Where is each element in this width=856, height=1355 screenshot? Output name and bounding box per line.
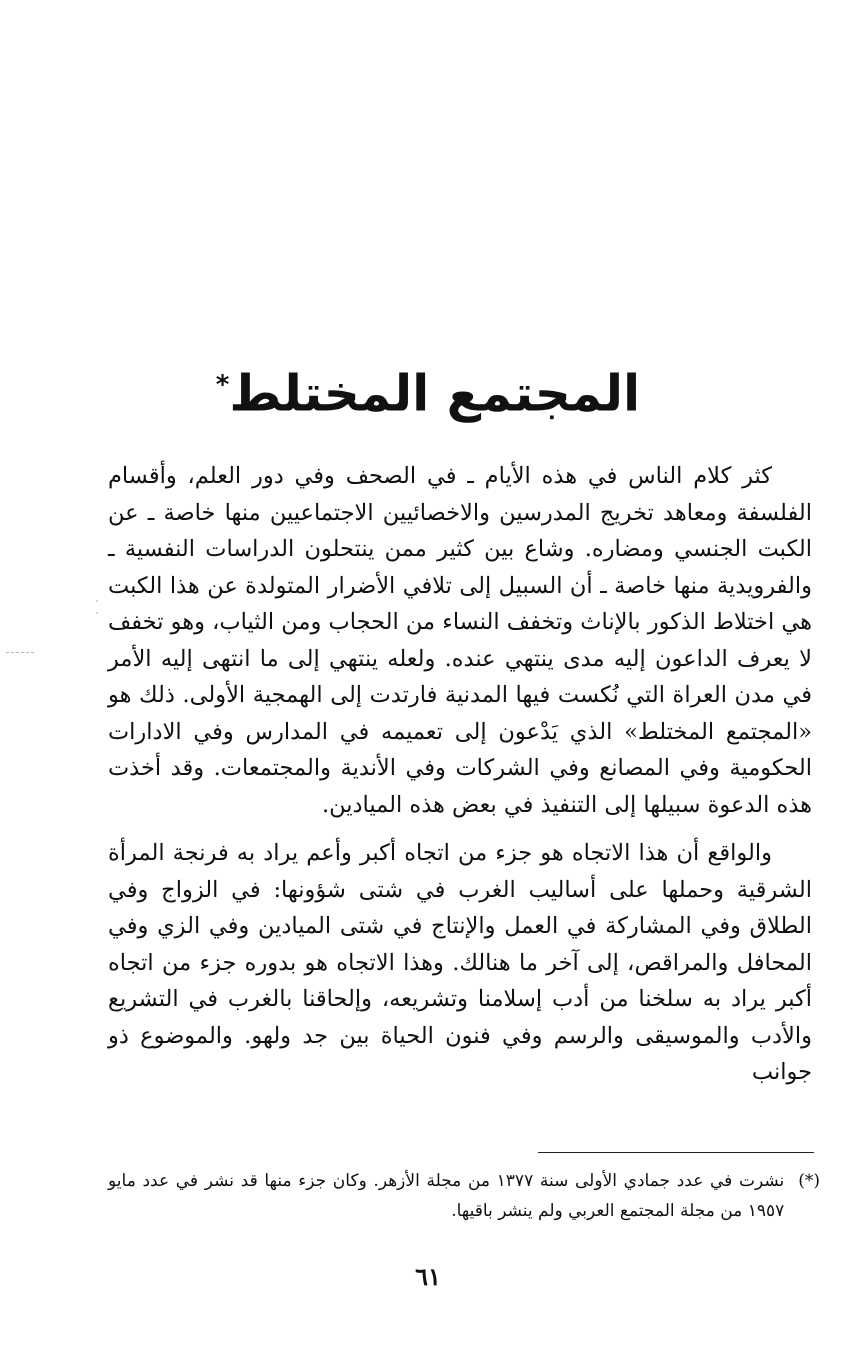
- margin-mark: [6, 652, 34, 653]
- page-number: ٦١: [415, 1262, 441, 1291]
- body-text: [108, 458, 812, 1091]
- footnote-marker: (*): [798, 1171, 820, 1191]
- paragraph-2: والواقع أن هذا الاتجاه هو جزء من اتجاه أكبر وأعم يراد به فرنجة المرأة الشرقية وحملها على أساليب الغرب في شتى شؤونها: في الزواج وفي الطلاق وفي المشاركة في العمل والإنتاج في شتى الميادين وفي الزي وفي المحافل والمراقص، إلى آخر ما هنالك. وهذا الاتجاه هو بدوره جزء من اتجاه أكبر يراد به سلخنا من أدب إسلامنا وتشريعه، وإلحاقنا بالغرب في التشريع والأدب والموسيقى والرسم وفي فنون الحياة بين جد ولهو. والموضوع ذو جوانب: [108, 840, 812, 1085]
- footnote-text: نشرت في عدد جمادي الأولى سنة ١٣٧٧ من مجلة الأزهر. وكان جزء منها قد نشر في عدد مايو ١٩٥٧ من مجلة المجتمع العربي ولم ينشر باقيها.: [108, 1171, 785, 1221]
- margin-dot: [96, 600, 98, 602]
- footnote-rule: [538, 1152, 814, 1153]
- chapter-title: [0, 345, 856, 434]
- paragraph-1: كثر كلام الناس في هذه الأيام ـ في الصحف وفي دور العلم، وأقسام الفلسفة ومعاهد تخريج المدرسين والاخصائيين الاجتماعيين منها خاصة ـ عن الكبت الجنسي ومضاره. وشاع بين كثير ممن ينتحلون الدراسات النفسية ـ والفرويدية منها خاصة ـ أن السبيل إلى تلافي الأضرار المتولدة عن هذا الكبت هي اختلاط الذكور بالإناث وتخفف النساء من الحجاب ومن الثياب، وهو تخفف لا يعرف الداعون إليه مدى ينتهي عنده. ولعله ينتهي إلى ما انتهى إليه الأمر في مدن العراة التي نُكست فيها المدنية فارتدت إلى الهمجية الأولى. ذلك هو «المجتمع المختلط» الذي يَدْعون إلى تعميمه في المدارس وفي الادارات الحكومية وفي المصانع وفي الشركات وفي الأندية والمجتمعات. وقد أخذت هذه الدعوة سبيلها إلى التنفيذ في بعض هذه الميادين.: [108, 463, 812, 818]
- title-footnote-marker: *: [215, 370, 230, 400]
- margin-dot: [96, 612, 98, 614]
- footnote: [108, 1166, 820, 1226]
- chapter-title-text: المجتمع المختلط: [229, 364, 641, 423]
